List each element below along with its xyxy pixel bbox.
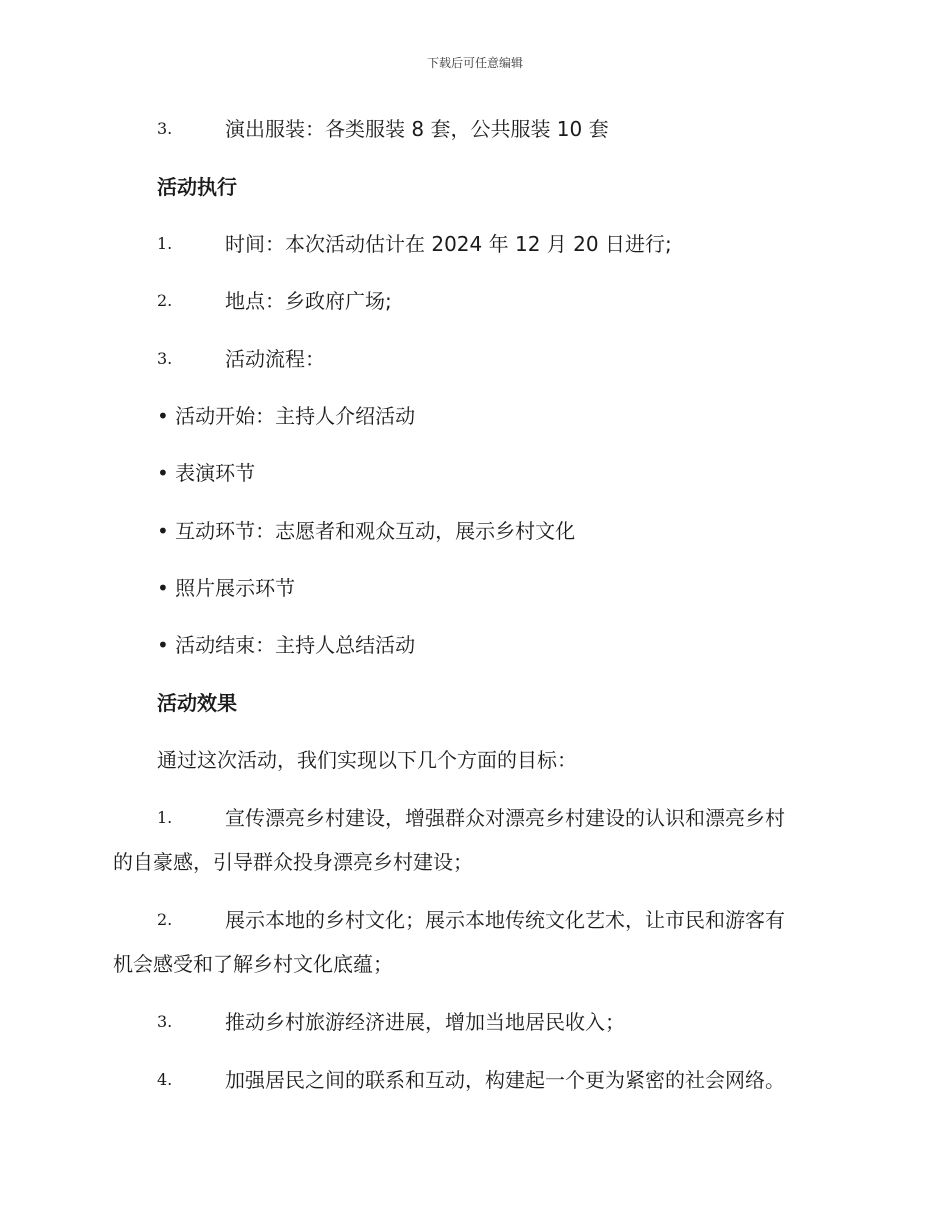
list-text: 加强居民之间的联系和互动，构建起一个更为紧密的社会网络。 bbox=[225, 1068, 785, 1092]
list-text: 展示本地的乡村文化；展示本地传统文化艺术，让市民和游客有 bbox=[225, 908, 785, 932]
list-number: 4. bbox=[157, 1070, 173, 1089]
section-heading-execution: 活动执行 bbox=[157, 175, 237, 199]
list-number: 1. bbox=[157, 234, 173, 253]
list-text-continuation: 机会感受和了解乡村文化底蕴； bbox=[113, 952, 393, 976]
intro-paragraph: 通过这次活动，我们实现以下几个方面的目标： bbox=[157, 748, 577, 772]
list-text-continuation: 的自豪感，引导群众投身漂亮乡村建设； bbox=[113, 850, 473, 874]
bullet-item: • 互动环节：志愿者和观众互动，展示乡村文化 bbox=[157, 519, 576, 543]
section-heading-effect: 活动效果 bbox=[157, 691, 237, 715]
list-number: 3. bbox=[157, 1012, 173, 1031]
bullet-item: • 表演环节 bbox=[157, 461, 256, 485]
list-number: 2. bbox=[157, 291, 173, 310]
list-text: 地点：乡政府广场; bbox=[225, 289, 392, 313]
list-text: 时间：本次活动估计在 2024 年 12 月 20 日进行; bbox=[225, 232, 672, 256]
list-number: 3. bbox=[157, 349, 173, 368]
list-text: 演出服装：各类服装 8 套，公共服装 10 套 bbox=[225, 117, 609, 141]
list-number: 3. bbox=[157, 119, 173, 138]
list-number: 1. bbox=[157, 808, 173, 827]
bullet-item: • 活动开始：主持人介绍活动 bbox=[157, 404, 416, 428]
bullet-item: • 照片展示环节 bbox=[157, 576, 296, 600]
bullet-item: • 活动结束：主持人总结活动 bbox=[157, 633, 416, 657]
list-number: 2. bbox=[157, 910, 173, 929]
list-text: 活动流程： bbox=[225, 347, 325, 371]
list-text: 宣传漂亮乡村建设，增强群众对漂亮乡村建设的认识和漂亮乡村 bbox=[225, 806, 785, 830]
list-text: 推动乡村旅游经济进展，增加当地居民收入； bbox=[225, 1010, 625, 1034]
page-header: 下载后可任意编辑 bbox=[426, 56, 523, 70]
